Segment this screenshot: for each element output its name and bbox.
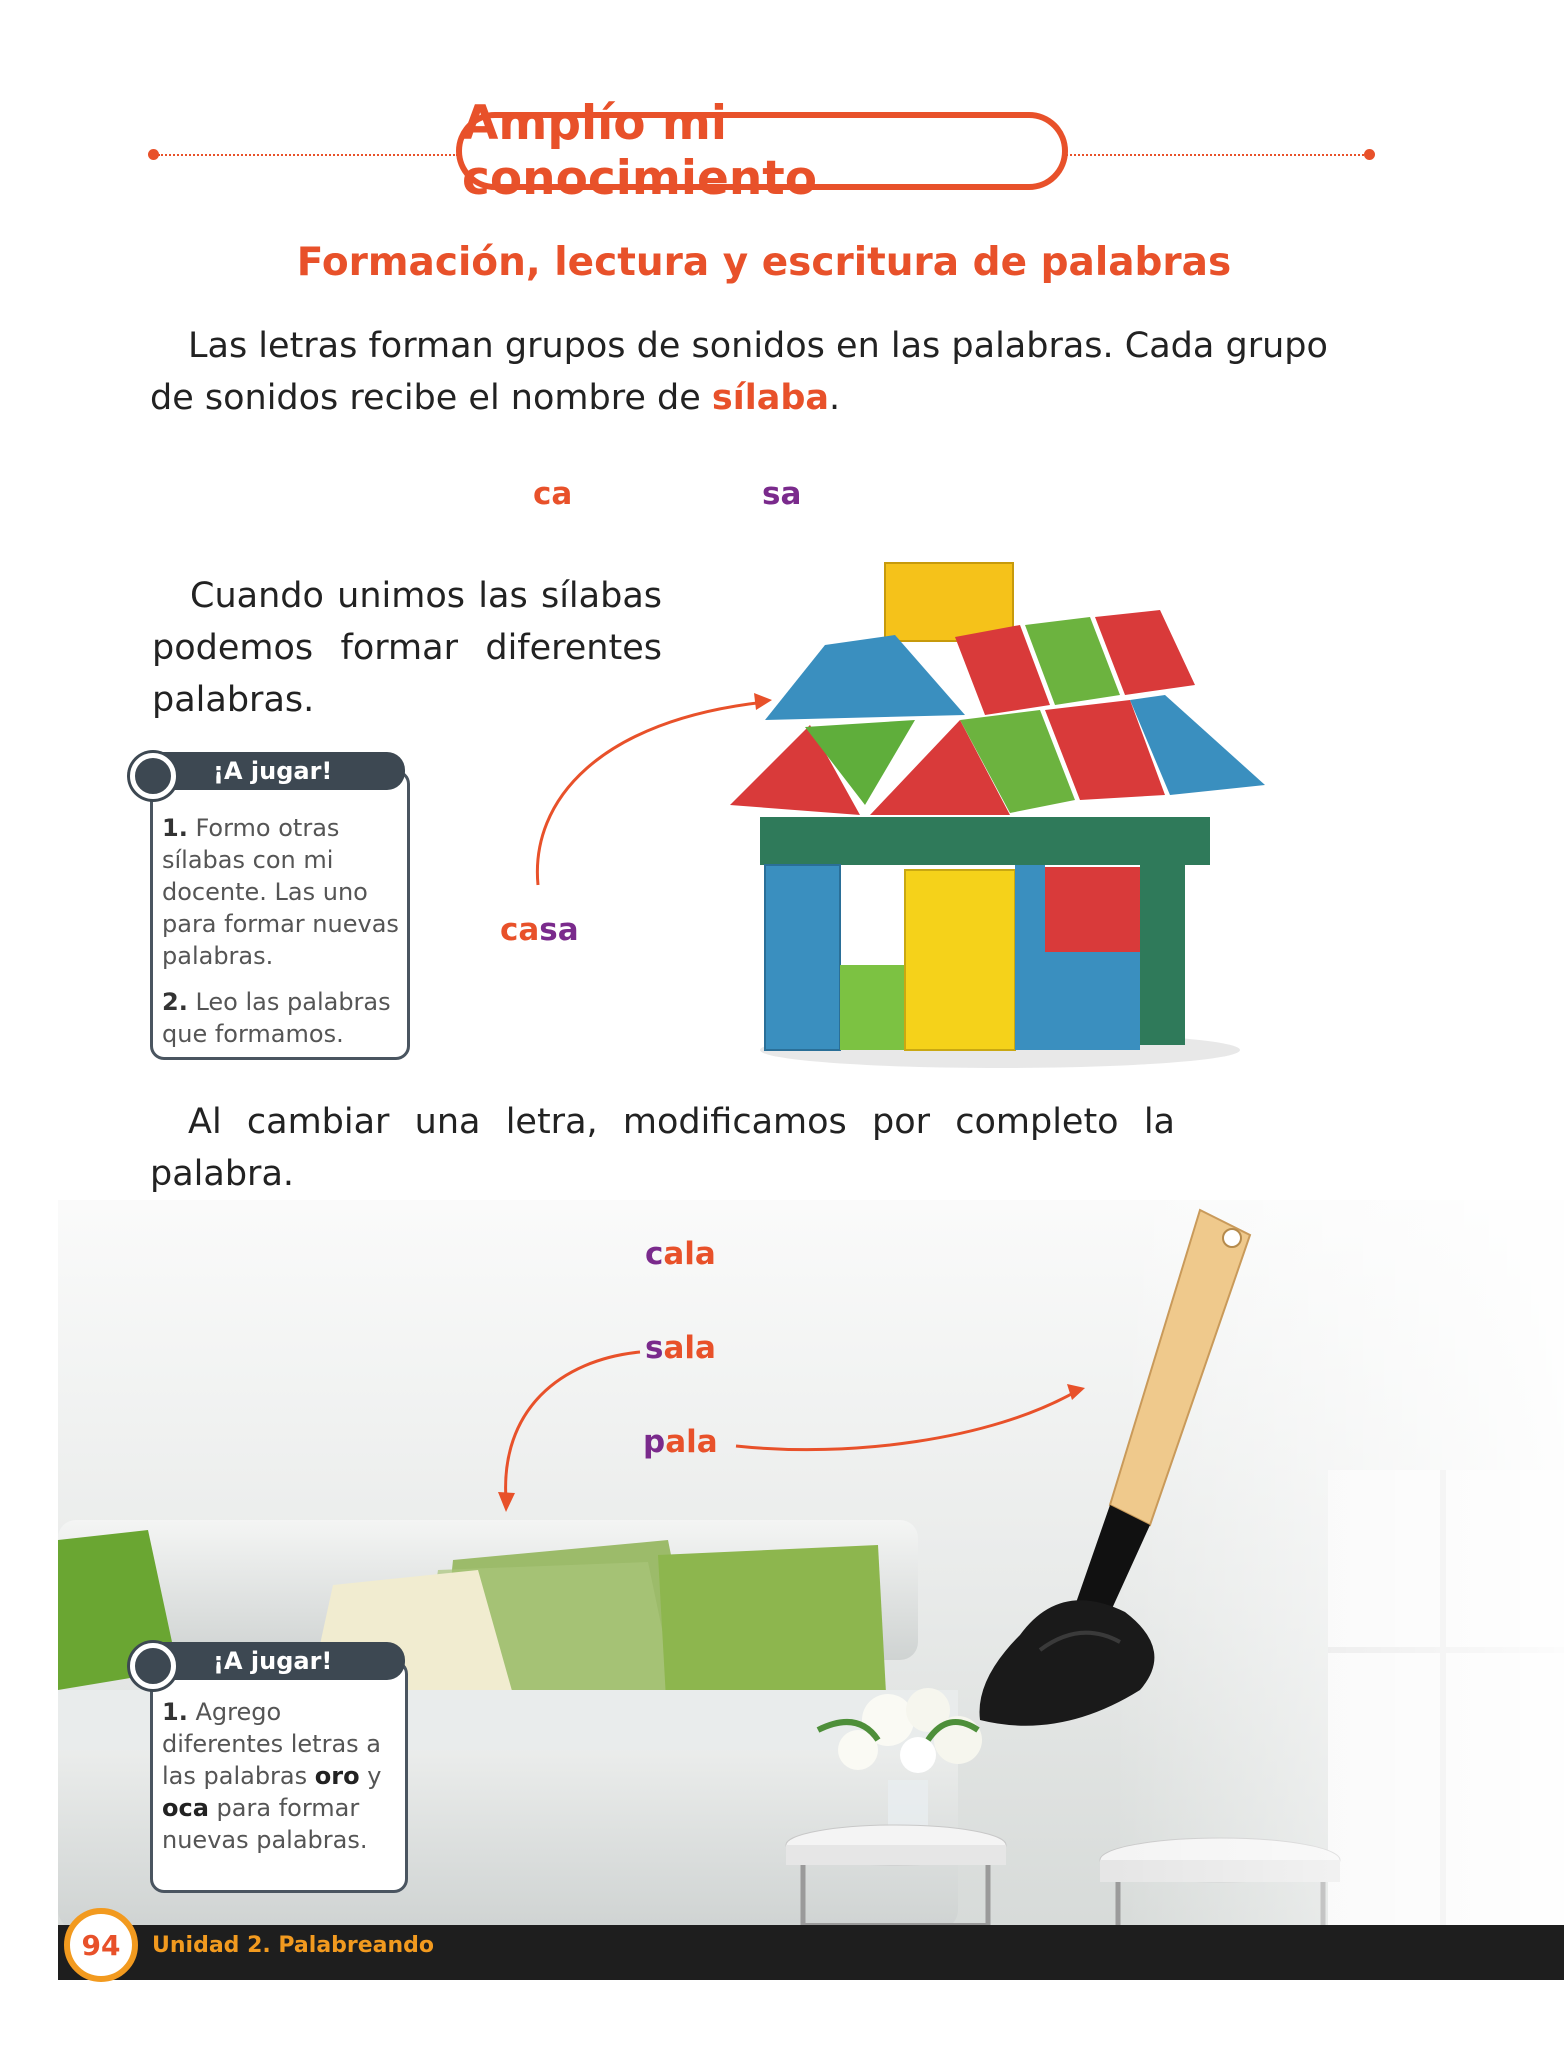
circle-bullet-icon — [130, 753, 176, 799]
word-casa: casa — [500, 912, 579, 948]
game-tab-1: ¡A jugar! — [145, 752, 405, 790]
keyword-silaba: sílaba — [711, 378, 829, 418]
union-paragraph: Cuando unimos las sílabas podemos formar diferentes palabras. — [152, 576, 662, 720]
intro-paragraph — [150, 320, 1380, 424]
circle-bullet-icon — [130, 1643, 176, 1689]
word-sala: sala — [645, 1330, 716, 1366]
header-dot-right — [1364, 149, 1375, 160]
page-number: 94 — [64, 1908, 138, 1982]
syllable-sa: sa — [762, 476, 802, 512]
intro-text: Las letras forman grupos de sonidos en las palabras. Cada grupo de sonidos recibe el nombre de — [150, 326, 1328, 418]
arrow-icon — [480, 1340, 650, 1520]
section-title: Amplío mi conocimiento — [456, 112, 1068, 190]
word-cala: cala — [645, 1236, 716, 1272]
change-paragraph: Al cambiar una letra, modificamos por completo la palabra. — [150, 1102, 1175, 1194]
toy-house-image — [720, 555, 1280, 1075]
syllable-ca: ca — [533, 476, 573, 512]
header-line-right — [1066, 154, 1368, 156]
game2-item-1: 1. Agrego diferentes letras a las palabras oro y oca para formar nuevas palabras. — [162, 1698, 382, 1854]
arrow-icon — [520, 690, 780, 910]
page-subtitle: Formación, lectura y escritura de palabras — [296, 240, 1232, 285]
game1-item-2: 2. Leo las palabras que formamos. — [162, 988, 391, 1048]
shovel-image — [950, 1180, 1310, 1740]
arrow-icon — [730, 1380, 1090, 1460]
game-tab-2: ¡A jugar! — [145, 1642, 405, 1680]
game1-item-1: 1. Formo otras sílabas con mi docente. Las uno para formar nuevas palabras. — [162, 814, 399, 970]
intro-end: . — [829, 378, 841, 418]
word-pala: pala — [643, 1424, 718, 1460]
header-line-left — [158, 154, 458, 156]
unit-label: Unidad 2. Palabreando — [152, 1933, 435, 1958]
